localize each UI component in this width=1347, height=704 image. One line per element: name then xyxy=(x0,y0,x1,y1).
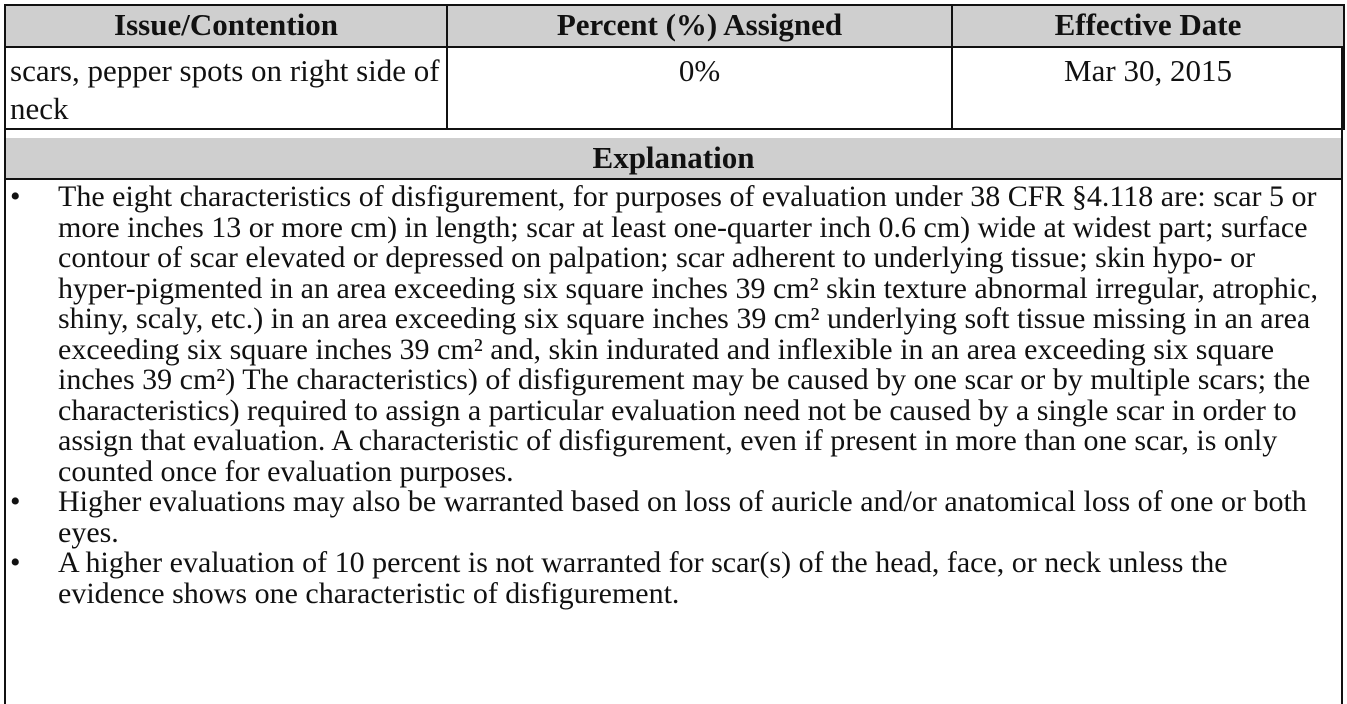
explanation-list xyxy=(6,182,1341,609)
list-item-text: A higher evaluation of 10 percent is not warranted for scar(s) of the head, face, or neck unless the evidence shows one characteristic of disfigurement. xyxy=(58,546,1228,610)
cell-issue: scars, pepper spots on right side of neck xyxy=(5,47,447,129)
header-effective-date: Effective Date xyxy=(952,5,1344,47)
list-item-text: The eight characteristics of disfigurement, for purposes of evaluation under 38 CFR §4.118 are: scar 5 or more inches 13 or more cm) in length; scar at least one-quarter inch 0.6 cm) wide at widest part; surface contour of scar elevated or depressed on palpation; scar adherent to underlying tissue; skin hypo- or hyper-pigmented in an area exceeding six square inches 39 cm² skin texture abnormal irregular, atrophic, shiny, scaly, etc.) in an area exceeding six square inches 39 cm² underlying soft tissue missing in an area exceeding six square inches 39 cm² and, skin indurated and inflexible in an area exceeding six square inches 39 cm²) The characteristics) of disfigurement may be caused by one scar or by multiple scars; the characteristics) required to assign a particular evaluation need not be caused by a single scar in order to assign that evaluation. A characteristic of disfigurement, even if present in more than one scar, is only counted once for evaluation purposes. xyxy=(58,180,1319,488)
rating-table xyxy=(4,4,1345,130)
table-header-row xyxy=(5,5,1344,47)
explanation-header: Explanation xyxy=(4,138,1343,180)
bullet-icon: • xyxy=(10,485,21,518)
table-row xyxy=(5,47,1344,129)
list-item xyxy=(6,182,1341,487)
list-item-text: Higher evaluations may also be warranted based on loss of auricle and/or anatomical loss of one or both eyes. xyxy=(58,485,1307,549)
cell-effective-date: Mar 30, 2015 xyxy=(952,47,1344,129)
cell-percent: 0% xyxy=(447,47,952,129)
list-item xyxy=(6,487,1341,548)
header-issue-contention: Issue/Contention xyxy=(5,5,447,47)
bullet-icon: • xyxy=(10,546,21,579)
bullet-icon: • xyxy=(10,180,21,213)
list-item xyxy=(6,548,1341,609)
header-percent-assigned: Percent (%) Assigned xyxy=(447,5,952,47)
